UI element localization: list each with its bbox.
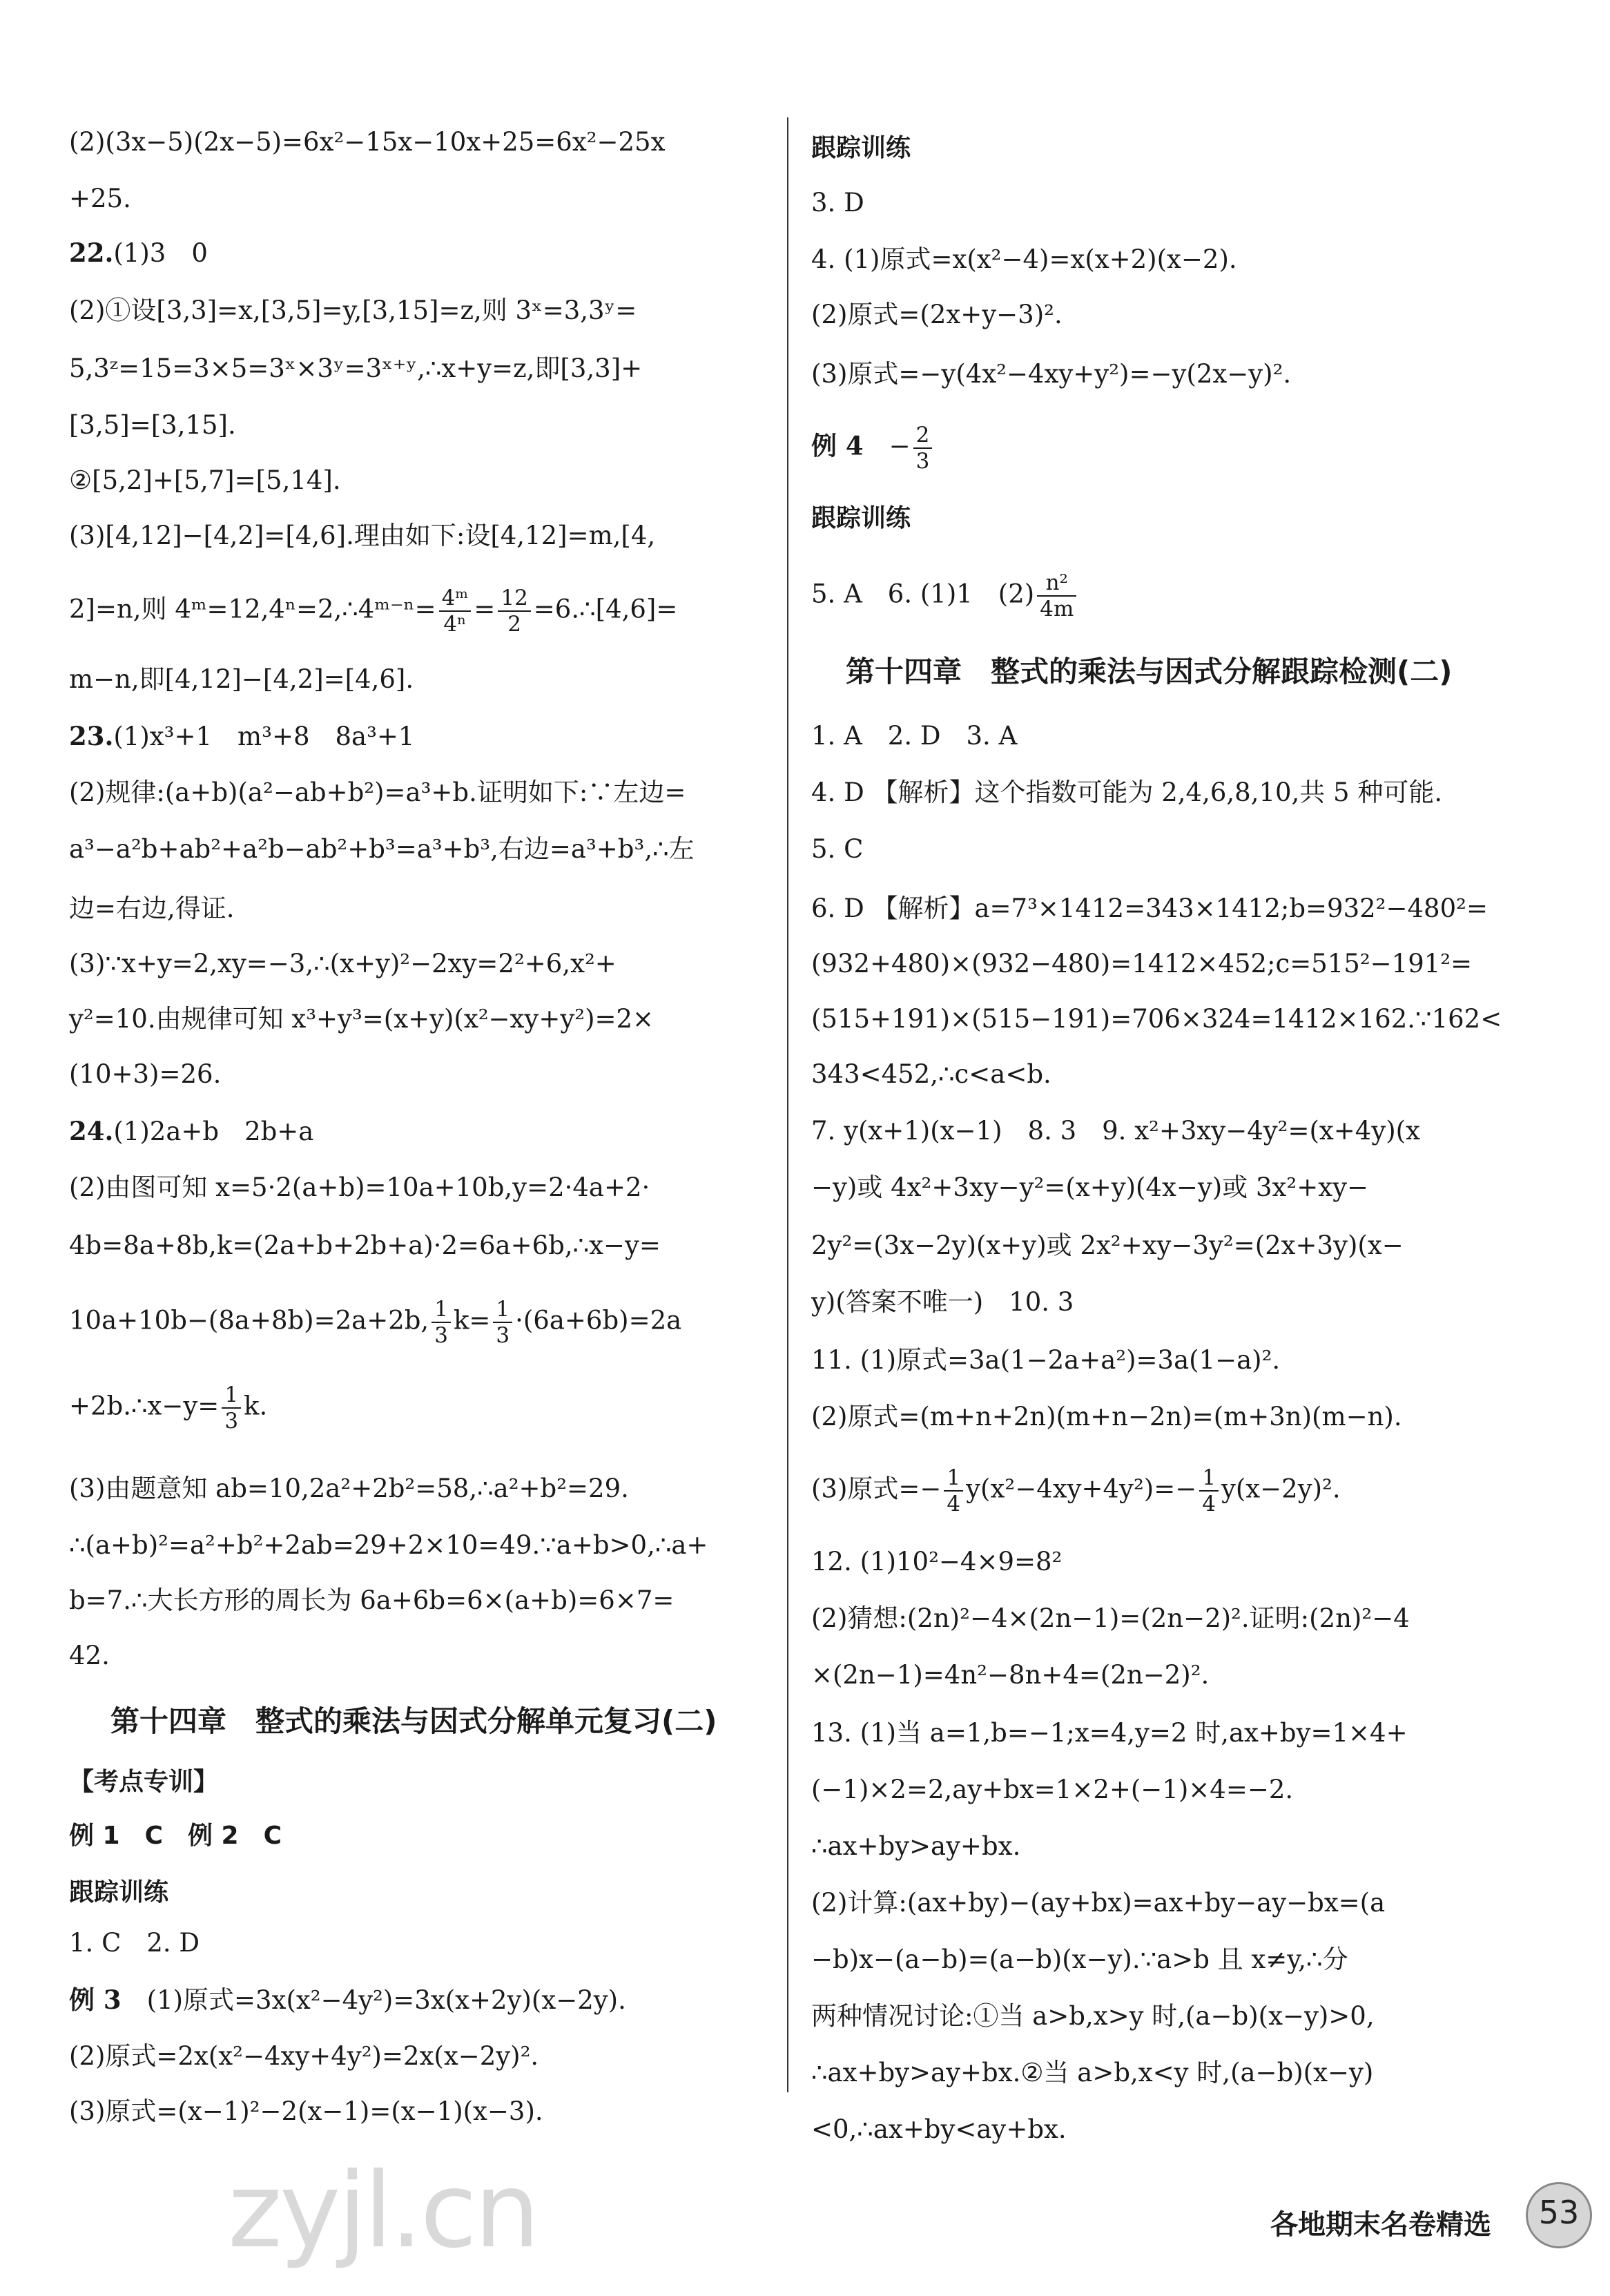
answer-line: (3)∵x+y=2,xy=−3,∴(x+y)²−2xy=2²+6,x²+ — [69, 949, 617, 978]
answer-line: 5. A 6. (1)1 (2) $\frac{\text{n²}}{4m}$ — [811, 570, 1079, 621]
watermark: zyjl.cn — [228, 2151, 538, 2271]
question-number: 23. — [69, 721, 114, 751]
answer-line: −y)或 4x²+3xy−y²=(x+y)(4x−y)或 3x²+xy− — [811, 1173, 1368, 1202]
subsection-label: 跟踪训练 — [69, 1878, 169, 1907]
fraction: $\frac{1}{4}$ — [1199, 1465, 1219, 1516]
answer-line: (2)(3x−5)(2x−5)=6x²−15x−10x+25=6x²−25x — [69, 127, 666, 157]
answer-line: ∴ax+by>ay+bx. — [811, 1831, 1021, 1861]
subsection-label: 跟踪训练 — [811, 504, 911, 532]
answer-line: 2y²=(3x−2y)(x+y)或 2x²+xy−3y²=(2x+3y)(x− — [811, 1231, 1404, 1260]
example-label: 例 3 — [69, 1985, 122, 2015]
answer-line: (3)[4,12]−[4,2]=[4,6].理由如下:设[4,12]=m,[4, — [69, 521, 656, 550]
answer-line: (932+480)×(932−480)=1412×452;c=515²−191²= — [811, 949, 1473, 978]
answer-line: 24.(1)2a+b 2b+a — [69, 1116, 314, 1146]
answer-line: [3,5]=[3,15]. — [69, 410, 236, 440]
answer-line: (2)猜想:(2n)²−4×(2n−1)=(2n−2)².证明:(2n)²−4 — [811, 1603, 1410, 1633]
answer-line: (3)原式=(x−1)²−2(x−1)=(x−1)(x−3). — [69, 2096, 543, 2126]
answer-line: 1. C 2. D — [69, 1928, 200, 1958]
answer-line: 6. D 【解析】a=7³×1412=343×1412;b=932²−480²= — [811, 894, 1488, 923]
answer-line: 5. C — [811, 834, 864, 864]
answer-line: y²=10.由规律可知 x³+y³=(x+y)(x²−xy+y²)=2× — [69, 1004, 654, 1034]
answer-line: m−n,即[4,12]−[4,2]=[4,6]. — [69, 664, 414, 694]
fraction: $\frac{\text{n²}}{4m}$ — [1037, 570, 1076, 621]
answer-line: 22.(1)3 0 — [69, 238, 208, 268]
answer-line: 2]=n,则 4ᵐ=12,4ⁿ=2,∴4ᵐ⁻ⁿ= $\frac{\text{4ᵐ}}{\text{4ⁿ}}$ = $\frac{12}{2}$ =6.∴[4,6]= — [69, 586, 678, 637]
answer-line: (3)由题意知 ab=10,2a²+2b²=58,∴a²+b²=29. — [69, 1474, 629, 1503]
answer-line: 边=右边,得证. — [69, 894, 235, 923]
answer-line: (2)①设[3,3]=x,[3,5]=y,[3,15]=z,则 3ˣ=3,3ʸ= — [69, 296, 637, 325]
fraction: $\frac{1}{3}$ — [431, 1297, 451, 1348]
answer-line: 11. (1)原式=3a(1−2a+a²)=3a(1−a)². — [811, 1345, 1281, 1375]
answer-line: (2)原式=2x(x²−4xy+4y²)=2x(x−2y)². — [69, 2041, 539, 2071]
example-label: 例 4 — [811, 430, 864, 461]
answer-line: 12. (1)10²−4×9=8² — [811, 1547, 1063, 1576]
answer-line: 3. D — [811, 188, 864, 218]
answer-line: 42. — [69, 1641, 110, 1670]
answer-line: 5,3ᶻ=15=3×5=3ˣ×3ʸ=3ˣ⁺ʸ,∴x+y=z,即[3,3]+ — [69, 354, 643, 383]
answer-line: 10a+10b−(8a+8b)=2a+2b, $\frac{1}{3}$ k= $\frac{1}{3}$ ·(6a+6b)=2a — [69, 1297, 682, 1348]
fraction: $\frac{\text{4ᵐ}}{\text{4ⁿ}}$ — [439, 586, 472, 637]
fraction: $\frac{2}{3}$ — [913, 423, 933, 474]
answer-line: (2)原式=(2x+y−3)². — [811, 300, 1063, 329]
answer-line: 1. A 2. D 3. A — [811, 721, 1018, 751]
answer-line: (2)由图可知 x=5·2(a+b)=10a+10b,y=2·4a+2· — [69, 1173, 650, 1202]
answer-line: ②[5,2]+[5,7]=[5,14]. — [69, 465, 341, 495]
answer-line: b=7.∴大长方形的周长为 6a+6b=6×(a+b)=6×7= — [69, 1585, 675, 1615]
subsection-label: 跟踪训练 — [811, 134, 911, 162]
answer-line: (10+3)=26. — [69, 1059, 222, 1089]
answer-line: ∴(a+b)²=a²+b²+2ab=29+2×10=49.∵a+b>0,∴a+ — [69, 1530, 708, 1560]
answer-line: 例 4 − $\frac{2}{3}$ — [811, 423, 935, 474]
answer-line: 23.(1)x³+1 m³+8 8a³+1 — [69, 721, 415, 751]
answer-line: (2)计算:(ax+by)−(ay+bx)=ax+by−ay−bx=(a — [811, 1888, 1386, 1918]
topic-label: 【考点专训】 — [69, 1768, 219, 1796]
answer-line: 4b=8a+8b,k=(2a+b+2b+a)·2=6a+6b,∴x−y= — [69, 1231, 661, 1260]
example-label: 例 1 C 例 2 C — [69, 1822, 282, 1850]
fraction: $\frac{12}{2}$ — [498, 586, 530, 637]
answer-line: <0,∴ax+by<ay+bx. — [811, 2114, 1067, 2144]
fraction: $\frac{1}{3}$ — [222, 1382, 241, 1434]
section-heading: 第十四章 整式的乘法与因式分解单元复习(二) — [110, 1704, 717, 1738]
answer-line: (3)原式=− $\frac{1}{4}$ y(x²−4xy+4y²)=− $\frac{1}{4}$ y(x−2y)². — [811, 1465, 1341, 1516]
answer-line: +25. — [69, 184, 131, 213]
answer-line: 4. D 【解析】这个指数可能为 2,4,6,8,10,共 5 种可能. — [811, 778, 1443, 807]
answer-line: 343<452,∴c<a<b. — [811, 1059, 1051, 1089]
answer-line: (2)原式=(m+n+2n)(m+n−2n)=(m+3n)(m−n). — [811, 1402, 1402, 1431]
fraction: $\frac{1}{4}$ — [944, 1465, 963, 1516]
answer-line: +2b.∴x−y= $\frac{1}{3}$ k. — [69, 1382, 268, 1434]
answer-line: ∴ax+by>ay+bx.②当 a>b,x<y 时,(a−b)(x−y) — [811, 2058, 1374, 2087]
fraction: $\frac{1}{3}$ — [493, 1297, 512, 1348]
page-number: 53 — [1538, 2194, 1580, 2231]
answer-line: a³−a²b+ab²+a²b−ab²+b³=a³+b³,右边=a³+b³,∴左 — [69, 834, 695, 864]
answer-line: 7. y(x+1)(x−1) 8. 3 9. x²+3xy−4y²=(x+4y)(x — [811, 1116, 1420, 1146]
question-number: 24. — [69, 1116, 114, 1146]
section-heading: 第十四章 整式的乘法与因式分解跟踪检测(二) — [846, 655, 1453, 688]
answer-line: y)(答案不唯一) 10. 3 — [811, 1287, 1074, 1317]
answer-line: (515+191)×(515−191)=706×324=1412×162.∵162< — [811, 1004, 1502, 1034]
answer-line: (2)规律:(a+b)(a²−ab+b²)=a³+b.证明如下:∵左边= — [69, 778, 686, 807]
question-number: 22. — [69, 238, 114, 268]
page-number-badge — [1526, 2182, 1592, 2248]
answer-line: ×(2n−1)=4n²−8n+4=(2n−2)². — [811, 1660, 1210, 1690]
answer-line: 两种情况讨论:①当 a>b,x>y 时,(a−b)(x−y)>0, — [811, 2001, 1375, 2031]
answer-line: −b)x−(a−b)=(a−b)(x−y).∵a>b 且 x≠y,∴分 — [811, 1945, 1348, 1974]
answer-line: 4. (1)原式=x(x²−4)=x(x+2)(x−2). — [811, 244, 1237, 274]
footer-book-title: 各地期末名卷精选 — [1270, 2209, 1491, 2241]
answer-line: 13. (1)当 a=1,b=−1;x=4,y=2 时,ax+by=1×4+ — [811, 1718, 1408, 1748]
answer-line: (−1)×2=2,ay+bx=1×2+(−1)×4=−2. — [811, 1775, 1294, 1804]
column-divider — [787, 117, 788, 2092]
answer-line: 例 3 (1)原式=3x(x²−4y²)=3x(x+2y)(x−2y). — [69, 1985, 626, 2015]
answer-line: (3)原式=−y(4x²−4xy+y²)=−y(2x−y)². — [811, 359, 1292, 389]
